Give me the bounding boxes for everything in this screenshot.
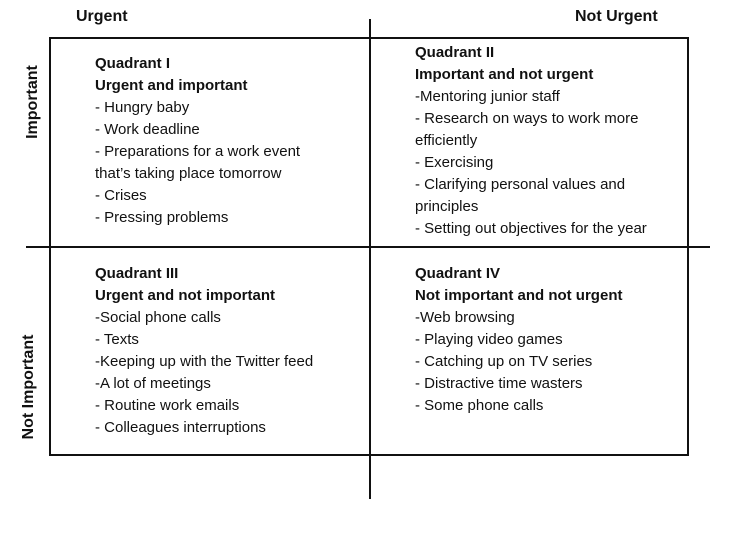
list-item: - Work deadline bbox=[95, 121, 200, 138]
list-item: - Exercising bbox=[415, 154, 494, 171]
list-item: - Texts bbox=[95, 331, 139, 348]
quadrant-subtitle: Urgent and important bbox=[95, 77, 248, 94]
list-item: - Routine work emails bbox=[95, 397, 240, 414]
quadrant-subtitle: Not important and not urgent bbox=[415, 287, 623, 304]
vertical-divider bbox=[369, 19, 371, 499]
quadrant-1 bbox=[95, 53, 300, 229]
quadrant-items bbox=[95, 97, 300, 229]
quadrant-title: Quadrant II bbox=[415, 44, 495, 61]
column-label-urgent: Urgent bbox=[76, 8, 128, 25]
quadrant-subtitle: Urgent and not important bbox=[95, 287, 275, 304]
quadrant-3 bbox=[95, 263, 313, 439]
list-item: -Mentoring junior staff bbox=[415, 88, 560, 105]
list-item: - Distractive time wasters bbox=[415, 375, 583, 392]
quadrant-2 bbox=[415, 42, 647, 240]
quadrant-items bbox=[415, 86, 647, 240]
list-item: - Some phone calls bbox=[415, 397, 544, 414]
list-item: principles bbox=[415, 198, 479, 215]
horizontal-divider bbox=[26, 246, 710, 248]
list-item: - Hungry baby bbox=[95, 99, 190, 116]
list-item: that’s taking place tomorrow bbox=[95, 165, 282, 182]
list-item: - Setting out objectives for the year bbox=[415, 220, 647, 237]
list-item: -A lot of meetings bbox=[95, 375, 211, 392]
column-label-not-urgent: Not Urgent bbox=[575, 8, 658, 25]
list-item: - Research on ways to work more bbox=[415, 110, 639, 127]
list-item: efficiently bbox=[415, 132, 478, 149]
quadrant-subtitle: Important and not urgent bbox=[415, 66, 594, 83]
row-label-not-important: Not Important bbox=[20, 334, 37, 440]
list-item: - Colleagues interruptions bbox=[95, 419, 266, 436]
quadrant-items bbox=[95, 307, 313, 439]
quadrant-title: Quadrant III bbox=[95, 265, 179, 282]
list-item: - Preparations for a work event bbox=[95, 143, 301, 160]
list-item: - Crises bbox=[95, 187, 147, 204]
list-item: - Pressing problems bbox=[95, 209, 229, 226]
list-item: -Social phone calls bbox=[95, 309, 221, 326]
list-item: - Playing video games bbox=[415, 331, 563, 348]
quadrant-title: Quadrant I bbox=[95, 55, 171, 72]
list-item: -Web browsing bbox=[415, 309, 515, 326]
list-item: - Clarifying personal values and bbox=[415, 176, 626, 193]
list-item: - Catching up on TV series bbox=[415, 353, 593, 370]
quadrant-4 bbox=[415, 263, 622, 417]
quadrant-title: Quadrant IV bbox=[415, 265, 501, 282]
list-item: -Keeping up with the Twitter feed bbox=[95, 353, 314, 370]
row-label-important: Important bbox=[24, 65, 41, 139]
quadrant-items bbox=[415, 307, 622, 417]
